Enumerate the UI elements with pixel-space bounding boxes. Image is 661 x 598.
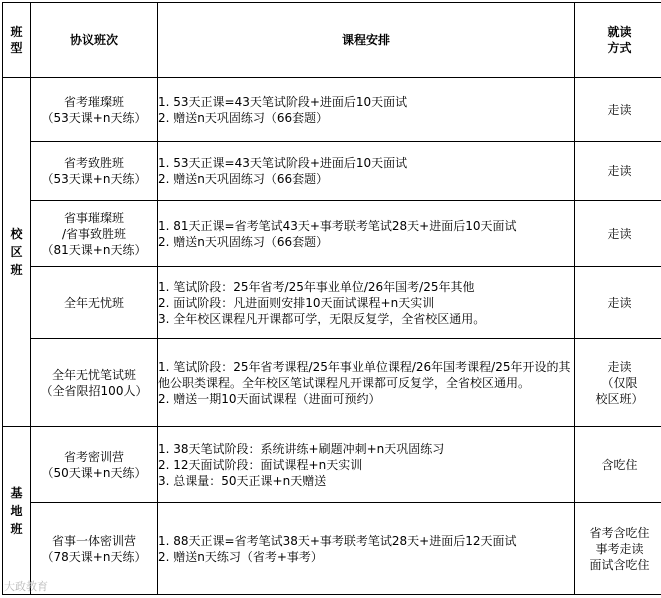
class-name: 省考密训营 （50天课+n天练） bbox=[31, 427, 158, 503]
attendance-mode: 走读 bbox=[575, 267, 661, 339]
table-row bbox=[3, 427, 661, 503]
group-label-base: 基 地 班 bbox=[3, 427, 31, 595]
course-plan: 1. 笔试阶段：25年省考课程/25年事业单位课程/26年国考课程/25年开设的其他公职类课程。全年校区笔试课程凡开课都可反复学，全省校区通用。 2. 赠送一期10天面试课程（进面可预约） bbox=[158, 339, 575, 427]
header-row bbox=[3, 3, 661, 78]
table-row bbox=[3, 503, 661, 595]
course-plan: 1. 88天正课=省考笔试38天+事考联考笔试28天+进面后12天面试 2. 赠送n天练习（省考+事考） bbox=[158, 503, 575, 595]
class-name: 省考致胜班 （53天课+n天练） bbox=[31, 142, 158, 201]
schedule-table bbox=[2, 2, 661, 595]
header-attendance-mode: 就读 方式 bbox=[575, 3, 661, 78]
class-name: 全年无忧笔试班 （全省限招100人） bbox=[31, 339, 158, 427]
attendance-mode: 走读 （仅限 校区班） bbox=[575, 339, 661, 427]
class-name: 全年无忧班 bbox=[31, 267, 158, 339]
table-row bbox=[3, 267, 661, 339]
course-plan: 1. 81天正课=省考笔试43天+事考联考笔试28天+进面后10天面试 2. 赠送n天巩固练习（66套题） bbox=[158, 201, 575, 267]
class-name: 省事一体密训营 （78天课+n天练） bbox=[31, 503, 158, 595]
header-course-plan: 课程安排 bbox=[158, 3, 575, 78]
course-plan: 1. 笔试阶段：25年省考/25年事业单位/26年国考/25年其他 2. 面试阶段：凡进面则安排10天面试课程+n天实训 3. 全年校区课程凡开课都可学，无限反复学，全省校区通用。 bbox=[158, 267, 575, 339]
course-plan: 1. 53天正课=43天笔试阶段+进面后10天面试 2. 赠送n天巩固练习（66套题） bbox=[158, 78, 575, 142]
course-plan: 1. 53天正课=43天笔试阶段+进面后10天面试 2. 赠送n天巩固练习（66套题） bbox=[158, 142, 575, 201]
group-label-campus: 校 区 班 bbox=[3, 78, 31, 427]
attendance-mode: 省考含吃住 事考走读 面试含吃住 bbox=[575, 503, 661, 595]
attendance-mode: 走读 bbox=[575, 142, 661, 201]
watermark: 大政教育 bbox=[4, 580, 48, 593]
class-name: 省考璀璨班 （53天课+n天练） bbox=[31, 78, 158, 142]
attendance-mode: 含吃住 bbox=[575, 427, 661, 503]
attendance-mode: 走读 bbox=[575, 201, 661, 267]
attendance-mode: 走读 bbox=[575, 78, 661, 142]
table-row bbox=[3, 201, 661, 267]
table-row bbox=[3, 142, 661, 201]
course-plan: 1. 38天笔试阶段：系统讲练+刷题冲刺+n天巩固练习 2. 12天面试阶段：面试课程+n天实训 3. 总课量：50天正课+n天赠送 bbox=[158, 427, 575, 503]
table-row bbox=[3, 339, 661, 427]
table-row bbox=[3, 78, 661, 142]
class-name: 省事璀璨班 /省事致胜班 （81天课+n天练） bbox=[31, 201, 158, 267]
header-class-name: 协议班次 bbox=[31, 3, 158, 78]
header-class-type: 班 型 bbox=[3, 3, 31, 78]
